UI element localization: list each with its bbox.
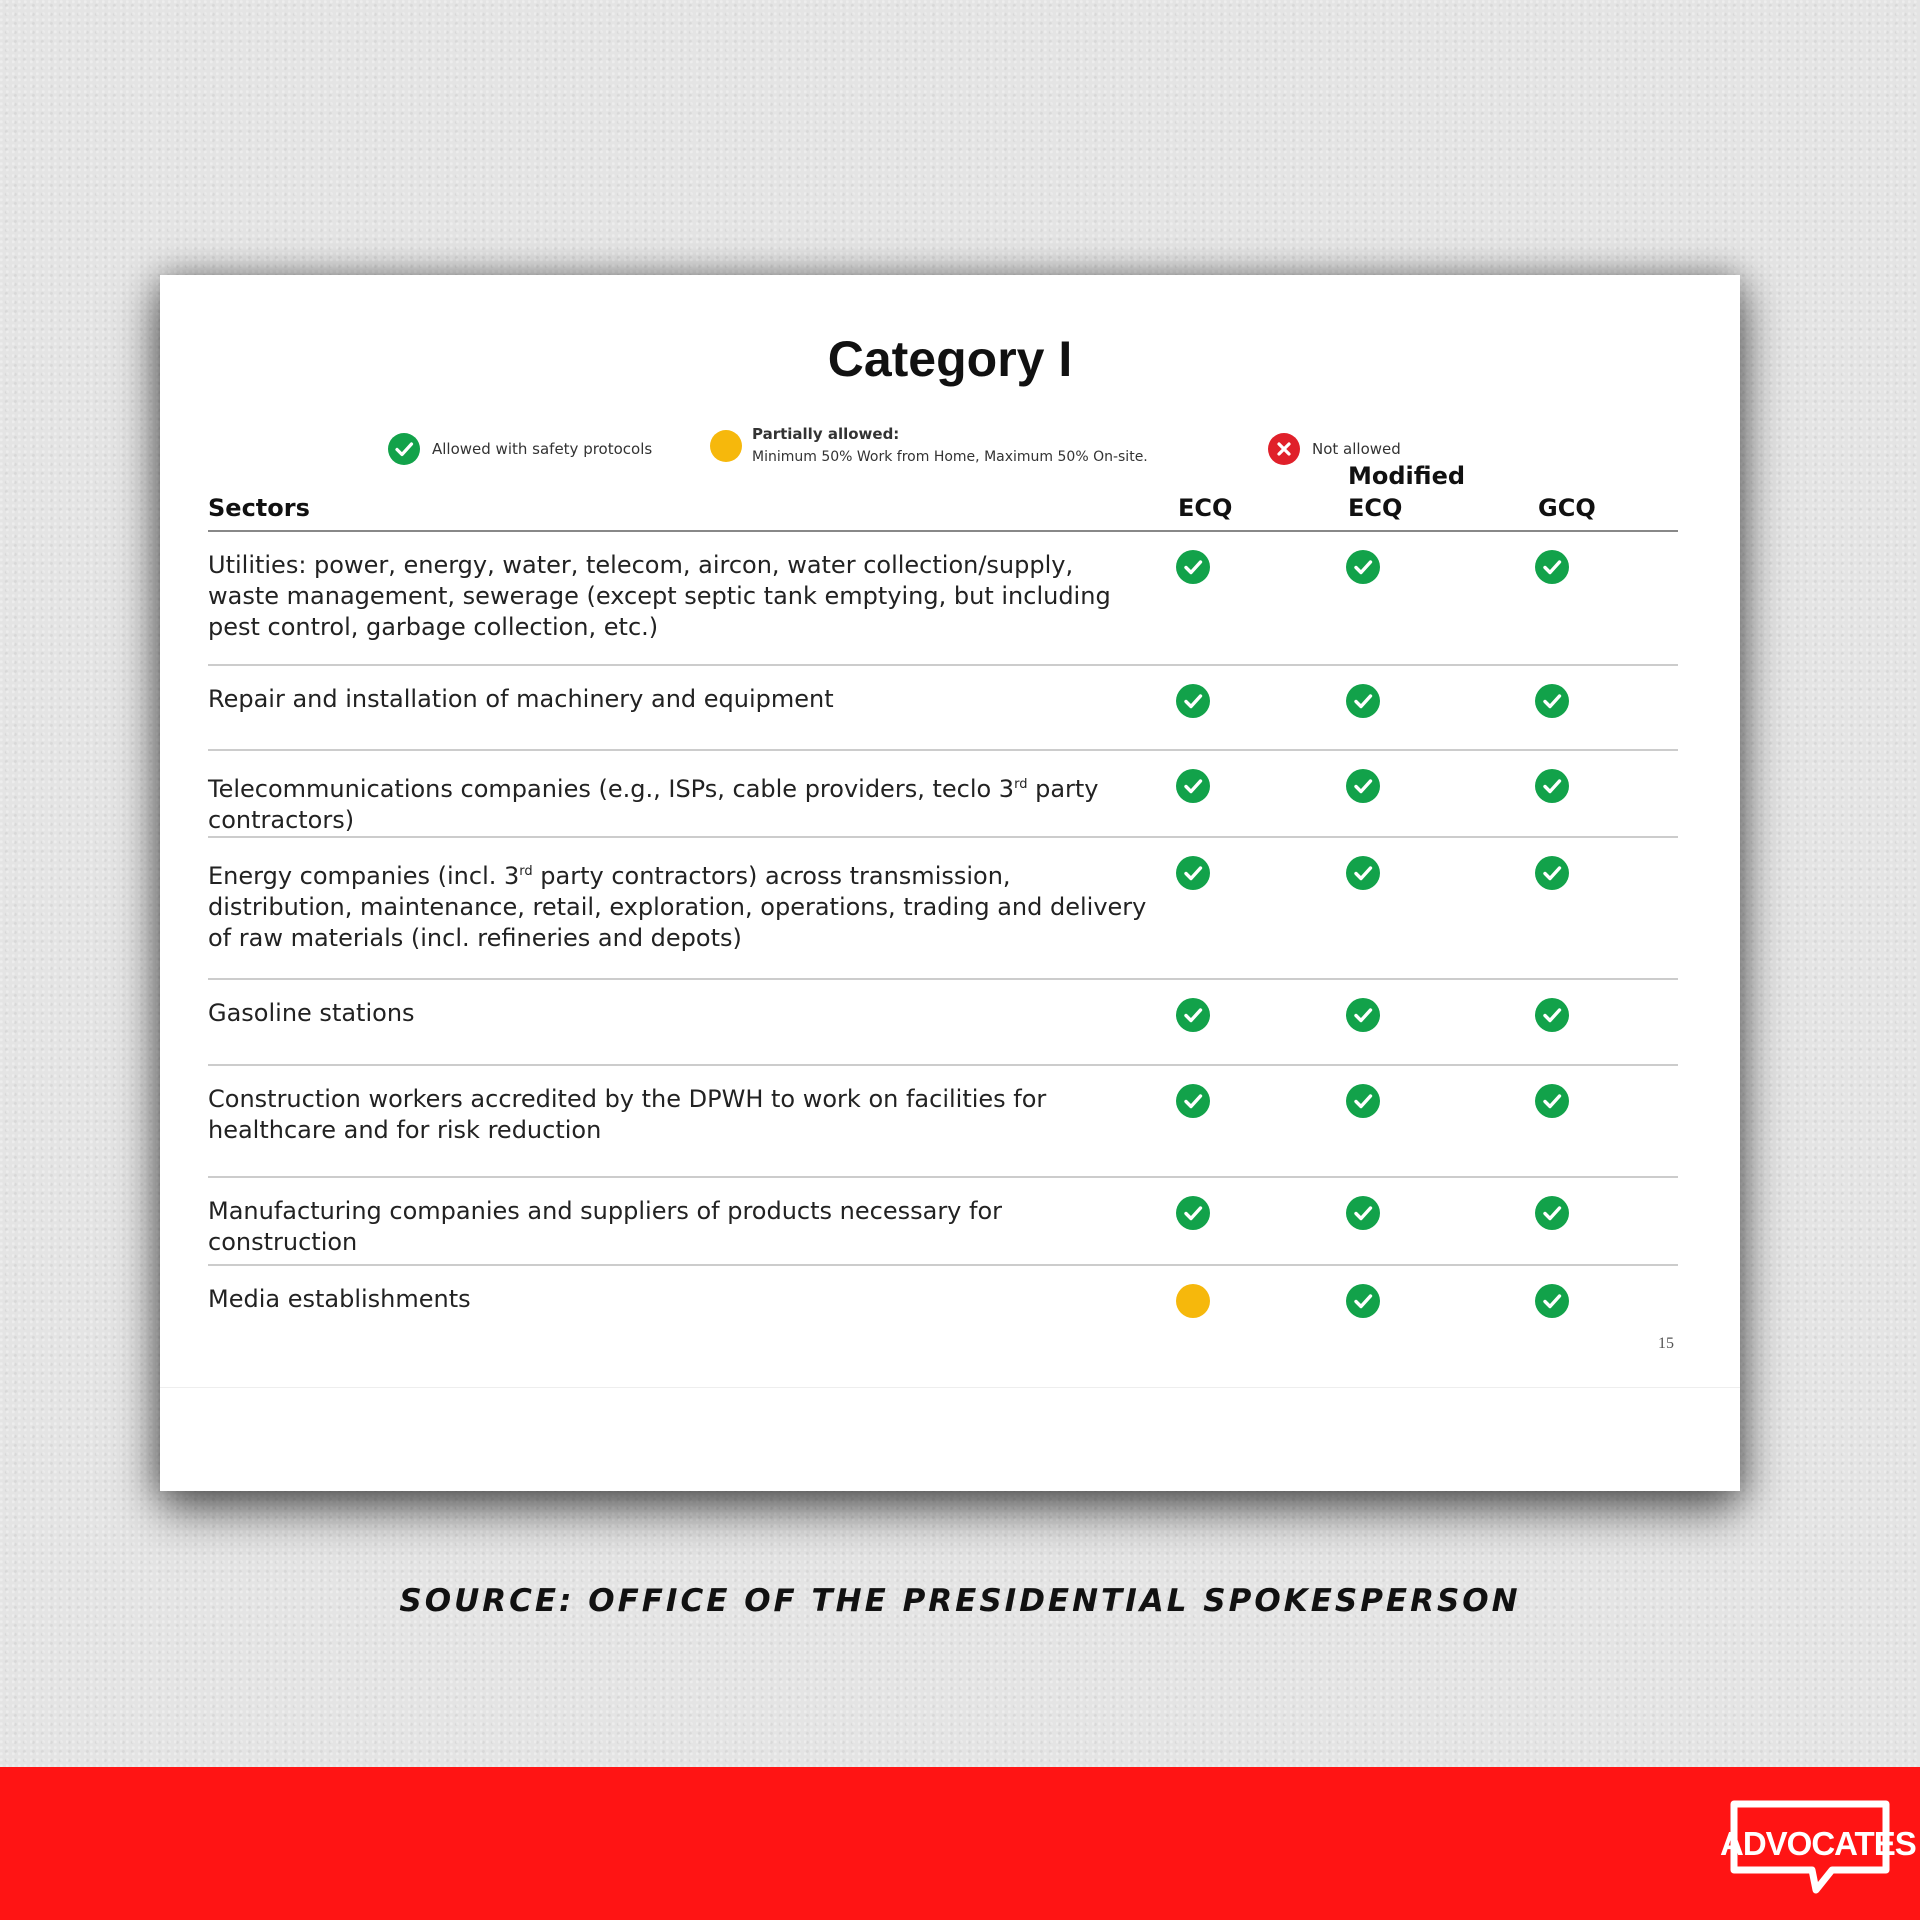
check-circle-icon: [1176, 1196, 1210, 1230]
mecq-status: [1346, 684, 1380, 718]
sector-label: Repair and installation of machinery and equipment: [208, 685, 834, 713]
gcq-status: [1535, 1284, 1569, 1318]
sectors-table: [208, 455, 1678, 1346]
slide-title: Category I: [827, 331, 1073, 387]
gcq-status: [1535, 769, 1569, 803]
legend-not-allowed-label: Not allowed: [1312, 440, 1401, 458]
slide: [160, 275, 1740, 1491]
legend-partial-title: Partially allowed:: [752, 425, 900, 443]
check-circle-icon: [1176, 769, 1210, 803]
gcq-status: [1535, 684, 1569, 718]
page-number: 15: [1658, 1335, 1674, 1352]
ecq-status: [1176, 684, 1210, 718]
sector-label: Telecommunications companies (e.g., ISPs, cable providers, teclo 3rd party contractors): [208, 775, 1099, 834]
table-row: [208, 666, 1678, 751]
ecq-status: [1176, 769, 1210, 803]
sector-label: Energy companies (incl. 3rd party contractors) across transmission, distribution, maintenance, retail, exploration, operations, trading and delivery of raw materials (incl. refineries and depots): [208, 862, 1147, 952]
check-circle-icon: [1346, 769, 1380, 803]
mecq-status: [1346, 1196, 1380, 1230]
table-row: [208, 980, 1678, 1066]
check-circle-icon: [1535, 684, 1569, 718]
sector-label: Media establishments: [208, 1285, 471, 1313]
check-circle-icon: [1535, 856, 1569, 890]
check-circle-icon: [1535, 1284, 1569, 1318]
sector-label: Utilities: power, energy, water, telecom, aircon, water collection/supply, waste management, sewerage (except septic tank emptying, but including pest control, garbage collection, etc.): [208, 551, 1111, 641]
table-header: [208, 455, 1678, 532]
check-circle-icon: [1176, 1084, 1210, 1118]
legend-partial-detail: Minimum 50% Work from Home, Maximum 50% On-site.: [752, 449, 1148, 465]
table-row: [208, 838, 1678, 980]
col-modified-ecq: Modified ECQ: [1348, 462, 1466, 522]
check-circle-icon: [1176, 856, 1210, 890]
gcq-status: [1535, 856, 1569, 890]
check-circle-icon: [1176, 550, 1210, 584]
check-circle-icon: [1346, 550, 1380, 584]
check-circle-icon: [1346, 998, 1380, 1032]
mecq-status: [1346, 769, 1380, 803]
ecq-status: [1176, 1284, 1210, 1318]
mecq-status: [1346, 550, 1380, 584]
legend-allowed-label: Allowed with safety protocols: [432, 440, 653, 458]
check-circle-icon: [1535, 1196, 1569, 1230]
ecq-status: [1176, 550, 1210, 584]
mecq-status: [1346, 1084, 1380, 1118]
table-row: [208, 1178, 1678, 1266]
mecq-status: [1346, 856, 1380, 890]
check-circle-icon: [1346, 856, 1380, 890]
table-row: [208, 1066, 1678, 1178]
check-circle-icon: [1535, 550, 1569, 584]
check-circle-icon: [1346, 1284, 1380, 1318]
ecq-status: [1176, 1196, 1210, 1230]
yellow-dot-icon: [1176, 1284, 1210, 1318]
ecq-status: [1176, 998, 1210, 1032]
check-circle-icon: [1176, 684, 1210, 718]
sector-label: Gasoline stations: [208, 999, 415, 1027]
check-circle-icon: [1346, 684, 1380, 718]
gcq-status: [1535, 998, 1569, 1032]
col-sectors: Sectors: [208, 494, 310, 522]
check-circle-icon: [1535, 1084, 1569, 1118]
mecq-status: [1346, 1284, 1380, 1318]
table-row: [208, 532, 1678, 666]
footer-bar: [0, 1767, 1920, 1920]
sector-label: Construction workers accredited by the DPWH to work on facilities for healthcare and for risk reduction: [208, 1085, 1047, 1144]
gcq-status: [1535, 550, 1569, 584]
check-circle-icon: [1346, 1196, 1380, 1230]
ecq-status: [1176, 856, 1210, 890]
sector-label: Manufacturing companies and suppliers of products necessary for construction: [208, 1197, 1003, 1256]
source-caption: SOURCE: OFFICE OF THE PRESIDENTIAL SPOKESPERSON: [399, 1583, 1521, 1619]
gcq-status: [1535, 1196, 1569, 1230]
check-circle-icon: [1346, 1084, 1380, 1118]
logo-text: ADVOCATES: [1720, 1825, 1916, 1862]
advocates-logo: [1720, 1790, 1916, 1900]
check-circle-icon: [1176, 998, 1210, 1032]
ecq-status: [1176, 1084, 1210, 1118]
check-circle-icon: [1535, 769, 1569, 803]
col-ecq: ECQ: [1178, 494, 1233, 522]
slide-divider: [160, 1387, 1740, 1388]
check-circle-icon: [1535, 998, 1569, 1032]
table-row: [208, 751, 1678, 838]
col-gcq: GCQ: [1538, 494, 1596, 522]
gcq-status: [1535, 1084, 1569, 1118]
mecq-status: [1346, 998, 1380, 1032]
table-row: [208, 1266, 1678, 1346]
